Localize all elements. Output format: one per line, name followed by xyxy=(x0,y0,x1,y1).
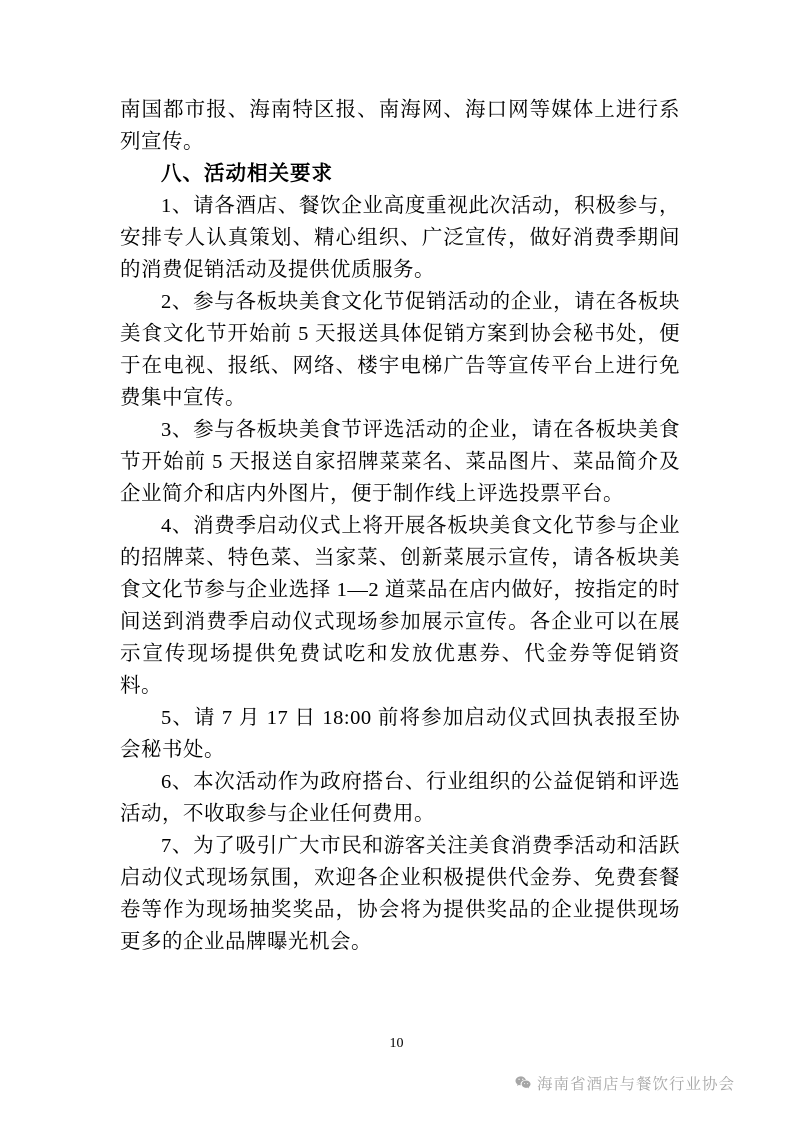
paragraph-3: 3、参与各板块美食节评选活动的企业，请在各板块美食节开始前 5 天报送自家招牌菜菜名、菜品图片、菜品简介及企业简介和店内外图片，便于制作线上评选投票平台。 xyxy=(120,419,680,505)
footer-brand xyxy=(513,1072,735,1094)
paragraph-1: 1、请各酒店、餐饮企业高度重视此次活动，积极参与，安排专人认真策划、精心组织、广泛宣传，做好消费季期间的消费促销活动及提供优质服务。 xyxy=(120,195,680,281)
page-number: 10 xyxy=(389,1036,404,1051)
paragraph-5: 5、请 7 月 17 日 18:00 前将参加启动仪式回执表报至协会秘书处。 xyxy=(120,707,680,761)
continuation-paragraph: 南国都市报、海南特区报、南海网、海口网等媒体上进行系列宣传。 xyxy=(120,99,680,153)
document-body xyxy=(120,94,680,958)
section-heading: 八、活动相关要求 xyxy=(161,162,333,185)
paragraph-4: 4、消费季启动仪式上将开展各板块美食文化节参与企业的招牌菜、特色菜、当家菜、创新菜展示宣传，请各板块美食文化节参与企业选择 1—2 道菜品在店内做好，按指定的时间送到消费季启动仪式现场参加展示宣传。各企业可以在展示宣传现场提供免费试吃和发放优惠券、代金券等促销资料。 xyxy=(120,515,680,697)
paragraph-7: 7、为了吸引广大市民和游客关注美食消费季活动和活跃启动仪式现场氛围，欢迎各企业积极提供代金券、免费套餐卷等作为现场抽奖奖品，协会将为提供奖品的企业提供现场更多的企业品牌曝光机会。 xyxy=(120,835,680,953)
wechat-icon xyxy=(513,1073,533,1093)
footer-org-name: 海南省酒店与餐饮行业协会 xyxy=(536,1076,735,1093)
paragraph-6: 6、本次活动作为政府搭台、行业组织的公益促销和评选活动，不收取参与企业任何费用。 xyxy=(120,771,680,825)
paragraph-2: 2、参与各板块美食文化节促销活动的企业，请在各板块美食文化节开始前 5 天报送具体促销方案到协会秘书处，便于在电视、报纸、网络、楼宇电梯广告等宣传平台上进行免费集中宣传。 xyxy=(120,291,680,409)
